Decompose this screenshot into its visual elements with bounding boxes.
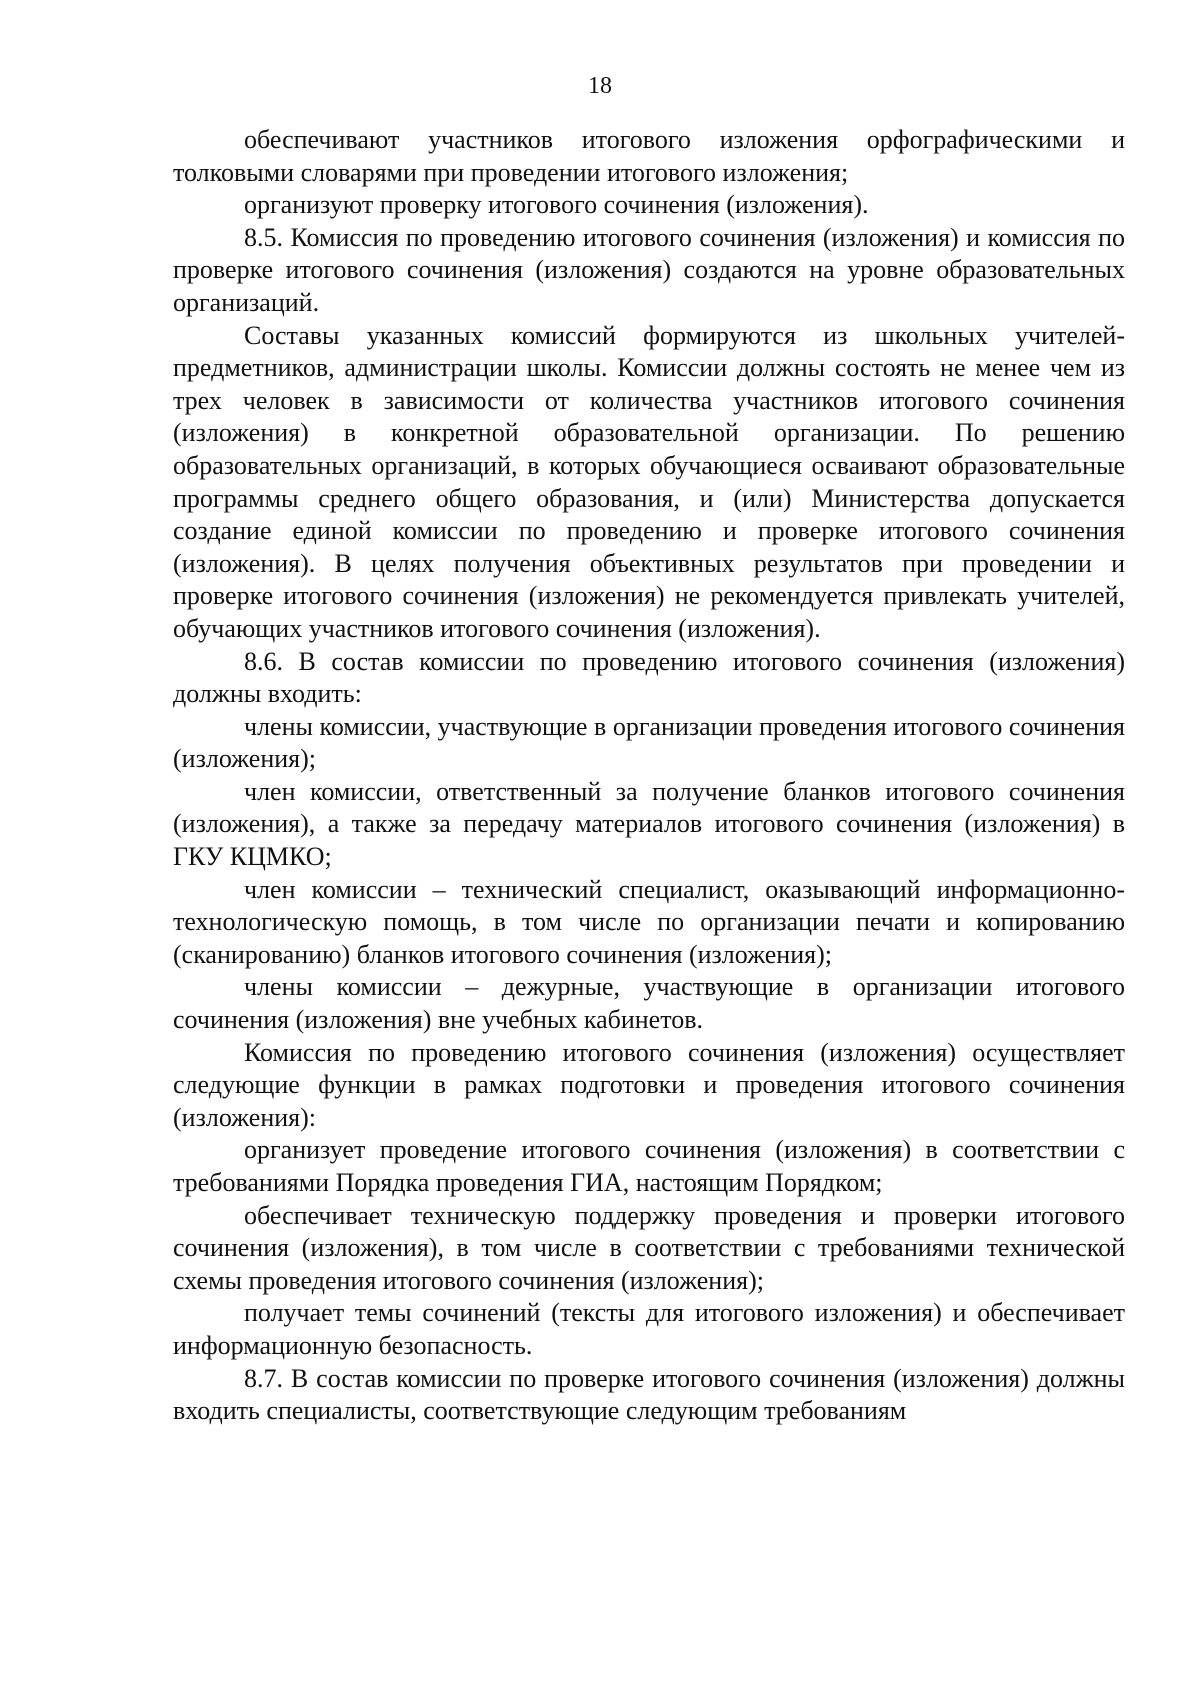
- list-item-duty-members: члены комиссии – дежурные, участвующие в организации итогового сочинения (изложения) вне учебных кабинетов.: [173, 972, 1125, 1035]
- list-item-organizes-conduct: организует проведение итогового сочинения (изложения) в соответствии с требованиями Порядка проведения ГИА, настоящим Порядком;: [173, 1135, 1125, 1197]
- list-item-technical-support: обеспечивает техническую поддержку проведения и проверки итогового сочинения (изложения), в том числе в соответствии с требованиями технической схемы проведения итогового сочинения (изложения);: [173, 1200, 1125, 1295]
- paragraph-commission-composition: Составы указанных комиссий формируются из школьных учителей-предметников, администрации школы. Комиссии должны состоять не менее чем из трех человек в зависимости от количества участников итогового сочинения (изложения) в конкретной образовательной организации. По решению образовательных организаций, в которых обучающиеся осваивают образовательные программы среднего общего образования, и (или) Министерства допускается создание единой комиссии по проведению и проверке итогового сочинения (изложения). В целях получения объективных результатов при проведении и проверке итогового сочинения (изложения) не рекомендуется привлекать учителей, обучающих участников итогового сочинения (изложения).: [173, 320, 1125, 643]
- document-body: [173, 124, 1125, 1428]
- paragraph-8-7: 8.7. В состав комиссии по проверке итогового сочинения (изложения) должны входить специалисты, соответствующие следующим требованиям: [173, 1363, 1125, 1426]
- list-item-responsible-member: член комиссии, ответственный за получение бланков итогового сочинения (изложения), а также за передачу материалов итогового сочинения (изложения) в ГКУ КЦМКО;: [173, 776, 1125, 872]
- paragraph-8-6: 8.6. В состав комиссии по проведению итогового сочинения (изложения) должны входить:: [173, 646, 1125, 709]
- page-number: 18: [588, 73, 612, 99]
- list-item-receives-topics: получает темы сочинений (тексты для итогового изложения) и обеспечивает информационную безопасность.: [173, 1298, 1125, 1360]
- paragraph-8-5: 8.5. Комиссия по проведению итогового сочинения (изложения) и комиссия по проверке итогового сочинения (изложения) создаются на уровне образовательных организаций.: [173, 222, 1125, 317]
- list-item-technical-specialist: член комиссии – технический специалист, оказывающий информационно-технологическую помощь, в том числе по организации печати и копированию (сканированию) бланков итогового сочинения (изложения);: [173, 874, 1125, 969]
- paragraph-commission-functions: Комиссия по проведению итогового сочинения (изложения) осуществляет следующие функции в рамках подготовки и проведения итогового сочинения (изложения):: [173, 1037, 1125, 1132]
- list-item-members: члены комиссии, участвующие в организации проведения итогового сочинения (изложения);: [173, 711, 1125, 774]
- paragraph-organize-check: организуют проверку итогового сочинения (изложения).: [244, 190, 869, 220]
- paragraph-dictionaries: обеспечивают участников итогового изложения орфографическими и толковыми словарями при проведении итогового изложения;: [173, 125, 1125, 187]
